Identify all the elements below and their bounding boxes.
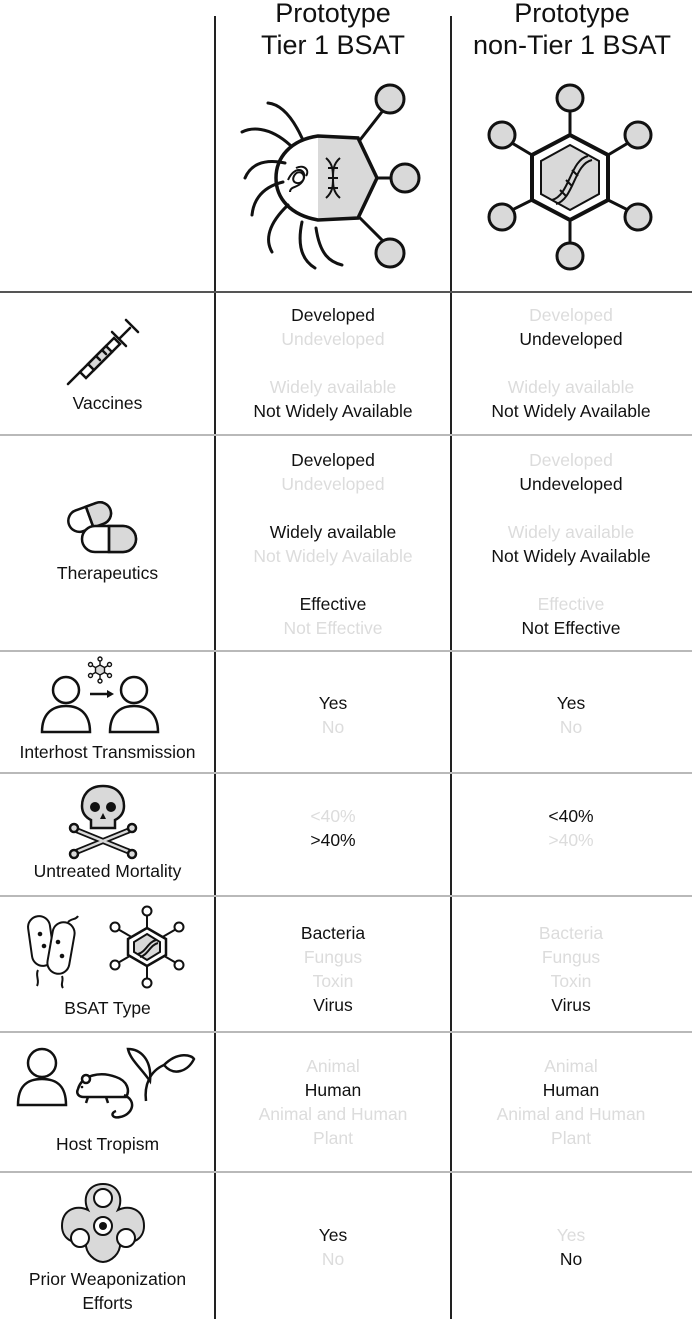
- option-not-widely-available: Not Widely Available: [253, 401, 413, 421]
- row-label-vaccines-text: Vaccines: [72, 393, 143, 413]
- option-bacteria: Bacteria: [300, 923, 366, 943]
- row-label-therapeutics: [0, 561, 215, 585]
- option-no: No: [321, 717, 345, 737]
- option-toxin: Toxin: [550, 971, 592, 991]
- option-yes: Yes: [556, 693, 586, 713]
- option-developed: Developed: [529, 450, 613, 470]
- skull-crossbones-icon: [68, 782, 138, 858]
- transmission-non-tier1-cell: [452, 691, 690, 739]
- row-separator-1: [0, 434, 692, 436]
- option-virus: Virus: [551, 995, 591, 1015]
- row-label-untreated-mortality: [0, 859, 215, 883]
- column-header-non-tier1: [452, 0, 692, 61]
- transmission-tier1-cell: [216, 691, 450, 739]
- weaponization-tier1-cell: [216, 1223, 450, 1271]
- option-developed: Developed: [291, 305, 375, 325]
- weaponization-non-tier1-cell: [452, 1223, 690, 1271]
- column-header-tier1-line2: Tier 1 BSAT: [260, 30, 406, 60]
- row-label-prior-weaponization: [0, 1267, 215, 1315]
- person-to-person-transmission-icon: [38, 658, 178, 736]
- vaccines-non-tier1-cell: [452, 303, 690, 423]
- option-under-40: <40%: [548, 806, 594, 826]
- option-widely-available: Widely available: [269, 522, 397, 542]
- row-label-bsat-type: [0, 996, 215, 1020]
- option-effective: Effective: [299, 594, 367, 614]
- column-header-non-tier1-line2: non-Tier 1 BSAT: [472, 30, 672, 60]
- row-separator-3: [0, 772, 692, 774]
- row-label-host-tropism-text: Host Tropism: [55, 1134, 160, 1154]
- row-label-interhost-transmission: [0, 740, 215, 764]
- syringe-icon: [62, 308, 142, 388]
- option-plant: Plant: [551, 1128, 591, 1148]
- option-widely-available: Widely available: [507, 522, 635, 542]
- option-no: No: [321, 1249, 345, 1269]
- vaccines-tier1-cell: [216, 303, 450, 423]
- option-virus: Virus: [313, 995, 353, 1015]
- option-not-widely-available: Not Widely Available: [253, 546, 413, 566]
- bsat-type-non-tier1-cell: [452, 921, 690, 1017]
- option-undeveloped: Undeveloped: [281, 474, 385, 494]
- option-over-40: >40%: [548, 830, 594, 850]
- tier1-bacteriophage-virus-icon: [225, 78, 455, 278]
- option-yes: Yes: [318, 693, 348, 713]
- option-developed: Developed: [529, 305, 613, 325]
- column-header-non-tier1-line1: Prototype: [514, 0, 630, 28]
- option-undeveloped: Undeveloped: [281, 329, 385, 349]
- pills-icon: [62, 498, 142, 558]
- row-label-untreated-mortality-text: Untreated Mortality: [33, 861, 182, 881]
- option-animal: Animal: [544, 1056, 598, 1076]
- row-separator-5: [0, 1031, 692, 1033]
- option-human: Human: [542, 1080, 600, 1100]
- option-toxin: Toxin: [312, 971, 354, 991]
- option-effective: Effective: [537, 594, 605, 614]
- row-label-therapeutics-text: Therapeutics: [56, 563, 159, 583]
- option-plant: Plant: [313, 1128, 353, 1148]
- option-fungus: Fungus: [303, 947, 363, 967]
- biohazard-icon: [58, 1180, 148, 1264]
- host-tropism-tier1-cell: [216, 1054, 450, 1150]
- row-label-vaccines: [0, 391, 215, 415]
- option-widely-available: Widely available: [269, 377, 397, 397]
- option-undeveloped: Undeveloped: [519, 329, 623, 349]
- option-animal-and-human: Animal and Human: [496, 1104, 646, 1124]
- row-label-prior-weaponization-line1: Prior Weaponization: [28, 1269, 187, 1289]
- mortality-tier1-cell: [216, 804, 450, 852]
- column-header-tier1: [216, 0, 450, 61]
- row-label-bsat-type-text: BSAT Type: [64, 998, 151, 1018]
- row-label-interhost-transmission-text: Interhost Transmission: [19, 742, 196, 762]
- option-not-widely-available: Not Widely Available: [491, 546, 651, 566]
- therapeutics-non-tier1-cell: [452, 448, 690, 640]
- option-no: No: [559, 717, 583, 737]
- row-separator-6: [0, 1171, 692, 1173]
- option-developed: Developed: [291, 450, 375, 470]
- human-rat-plant-icon: [16, 1045, 196, 1125]
- option-not-effective: Not Effective: [283, 618, 383, 638]
- option-not-effective: Not Effective: [521, 618, 621, 638]
- row-label-prior-weaponization-line2: Efforts: [82, 1293, 133, 1313]
- non-tier1-virus-icon: [480, 80, 660, 280]
- bacteria-and-virus-icon: [22, 906, 182, 988]
- row-separator-4: [0, 895, 692, 897]
- option-not-widely-available: Not Widely Available: [491, 401, 651, 421]
- option-undeveloped: Undeveloped: [519, 474, 623, 494]
- mortality-non-tier1-cell: [452, 804, 690, 852]
- option-human: Human: [304, 1080, 362, 1100]
- bsat-type-tier1-cell: [216, 921, 450, 1017]
- option-yes: Yes: [556, 1225, 586, 1245]
- option-under-40: <40%: [310, 806, 356, 826]
- option-no: No: [559, 1249, 583, 1269]
- option-widely-available: Widely available: [507, 377, 635, 397]
- option-yes: Yes: [318, 1225, 348, 1245]
- option-over-40: >40%: [310, 830, 356, 850]
- option-animal-and-human: Animal and Human: [258, 1104, 408, 1124]
- column-header-tier1-line1: Prototype: [275, 0, 391, 28]
- header-separator: [0, 291, 692, 293]
- therapeutics-tier1-cell: [216, 448, 450, 640]
- option-animal: Animal: [306, 1056, 360, 1076]
- host-tropism-non-tier1-cell: [452, 1054, 690, 1150]
- option-fungus: Fungus: [541, 947, 601, 967]
- row-separator-2: [0, 650, 692, 652]
- option-bacteria: Bacteria: [538, 923, 604, 943]
- row-label-host-tropism: [0, 1132, 215, 1156]
